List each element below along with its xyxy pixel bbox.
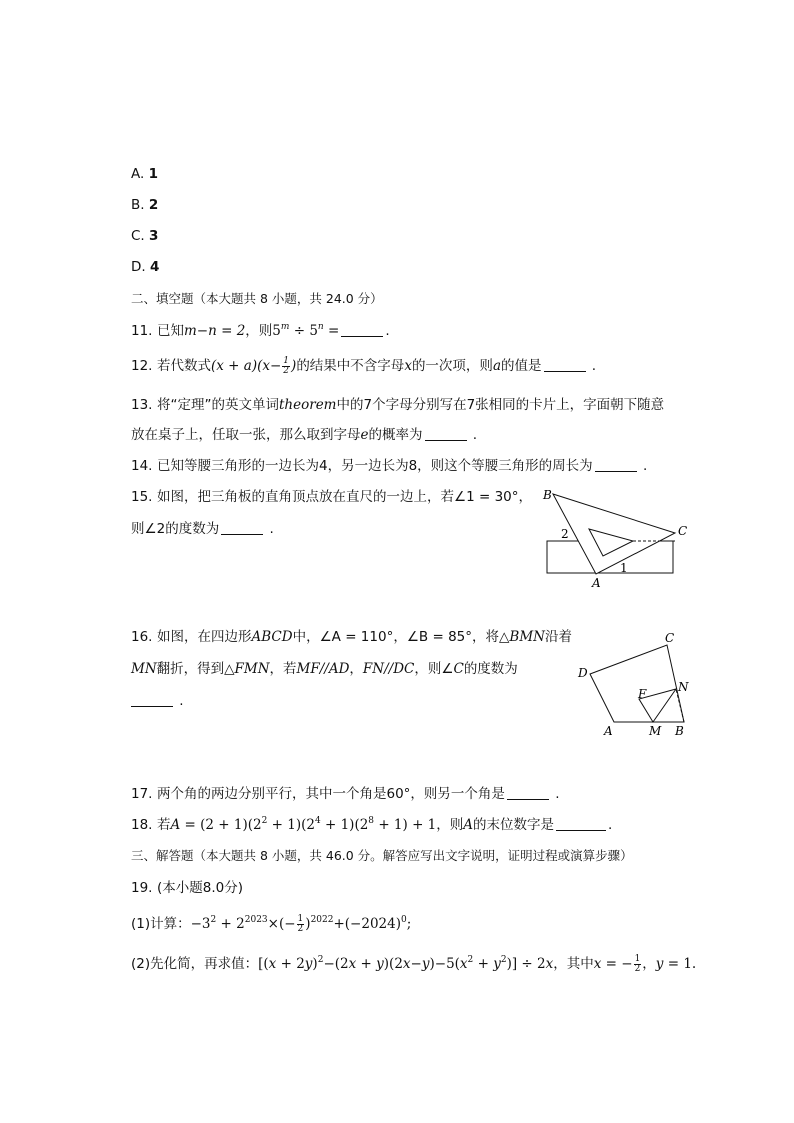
question-12: 12. 若代数式(x + a)(x− $\frac{1}{2}$ )的结果中不含字母x的一次项，则a的值是 . [131, 356, 597, 376]
question-17: 17. 两个角的两边分别平行，其中一个角是60°，则另一个角是 . [131, 786, 560, 802]
fig16-label-b: B [675, 724, 684, 738]
fig16-label-f: F [638, 687, 647, 701]
fig15-label-c: C [678, 524, 688, 538]
question-18: 18. 若$A = (2 + 1)(2^2 + 1)(2^4 + 1)(2^8 + 1) + 1$，则A的末位数字是 . [131, 816, 613, 833]
option-c: C. 3 [131, 228, 159, 244]
question-11: 11. 已知m−n = 2，则$5^m \div 5^n$ = . [131, 322, 390, 339]
fig16-label-a: A [604, 724, 613, 738]
question-14: 14. 已知等腰三角形的一边长为4，另一边长为8，则这个等腰三角形的周长为 . [131, 458, 648, 474]
option-d: D. 4 [131, 259, 160, 275]
fig15-angle-1: 1 [620, 561, 628, 575]
question-16-line3: . [131, 691, 184, 711]
fig16-label-m: M [649, 724, 662, 738]
ruler-triangle-figure [535, 485, 695, 590]
quadrilateral-figure [572, 628, 694, 740]
question-19-header: 19. (本小题8.0分) [131, 880, 244, 896]
fig16-label-n: N [678, 680, 689, 694]
question-19-part2: (2)先化简，再求值：$[(x + 2y)^2-(2x + y)(2x-y)-5(x^2 + y^2)] \div 2x$，其中x = − $\frac{1}{2}$ ，y = 1. [131, 954, 697, 974]
question-16-line2: MN翻折，得到△FMN，若MF//AD，FN//DC，则∠C的度数为 [131, 661, 518, 677]
fig15-label-b: B [543, 488, 552, 502]
option-b: B. 2 [131, 197, 159, 213]
section-title-fill-blank: 二、填空题（本大题共 8 小题，共 24.0 分） [131, 291, 383, 306]
question-19-part1: (1)计算：$-3^2 + 2^{2023}\times(-$ $\frac{1}{2}$ )$^{2022}+(-2024)^0$; [131, 914, 412, 934]
question-16-line1: 16. 如图，在四边形ABCD中，∠A = 110°，∠B = 85°，将△BMN沿着 [131, 629, 572, 645]
question-15-line1: 15. 如图，把三角板的直角顶点放在直尺的一边上，若∠1 = 30°， [131, 489, 533, 505]
question-15-line2: 则∠2的度数为 . [131, 521, 274, 537]
option-a: A. 1 [131, 166, 158, 182]
fig16-label-c: C [665, 631, 675, 645]
fig15-angle-2: 2 [561, 527, 569, 541]
section-title-solutions: 三、解答题（本大题共 8 小题，共 46.0 分。解答应写出文字说明，证明过程或演算步骤） [131, 848, 633, 863]
fig16-label-d: D [578, 666, 588, 680]
question-13-line1: 13. 将“定理”的英文单词theorem中的7个字母分别写在7张相同的卡片上，字面朝下随意 [131, 397, 665, 413]
fig15-label-a: A [592, 576, 601, 590]
question-13-line2: 放在桌子上，任取一张，那么取到字母e的概率为 . [131, 427, 478, 443]
